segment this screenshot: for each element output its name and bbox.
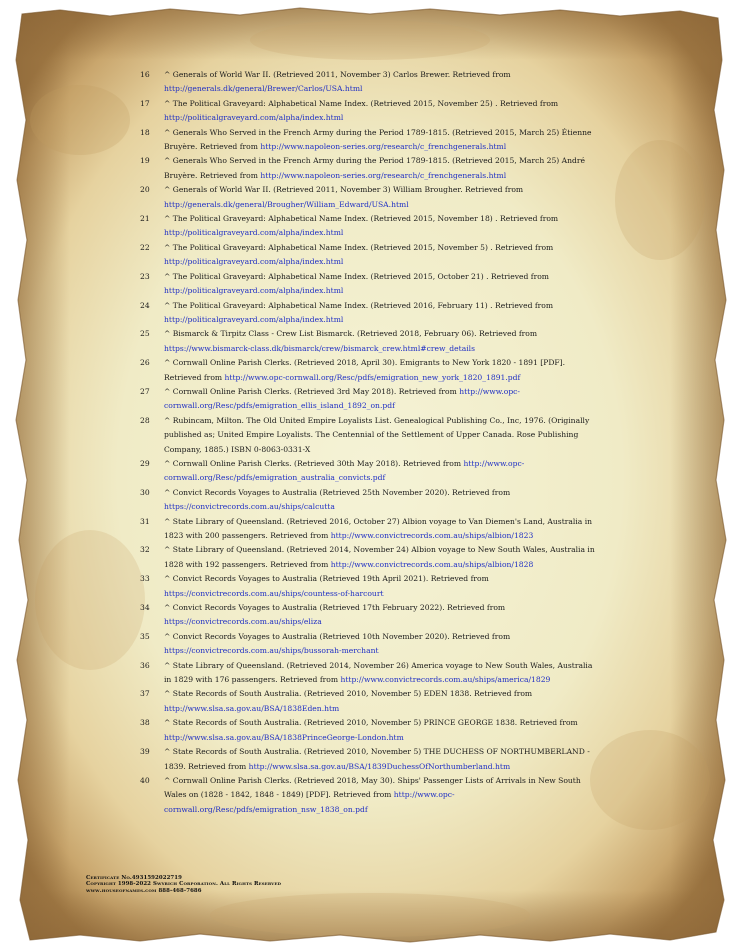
reference-text: ^ The Political Graveyard: Alphabetical Name Index. (Retrieved 2016, February 11) . Retrieved from xyxy=(164,300,554,310)
reference-body xyxy=(164,97,600,126)
reference-body xyxy=(164,414,600,457)
reference-link[interactable]: http://generals.dk/general/Brewer/Carlos/USA.html xyxy=(164,84,363,94)
reference-text: ^ Cornwall Online Parish Clerks. (Retrieved 3rd May 2018). Retrieved from xyxy=(164,386,457,396)
reference-number: 19 xyxy=(140,156,150,166)
reference-number: 24 xyxy=(140,300,150,310)
reference-number: 37 xyxy=(140,689,150,699)
reference-body xyxy=(164,543,600,572)
reference-link[interactable]: http://politicalgraveyard.com/alpha/index.html xyxy=(164,257,344,267)
reference-text: ^ Generals of World War II. (Retrieved 2011, November 3) Carlos Brewer. Retrieved from xyxy=(164,70,511,79)
reference-number: 35 xyxy=(140,631,150,641)
reference-link[interactable]: http://www.opc-cornwall.org/Resc/pdfs/emigration_australia_convicts.pdf xyxy=(164,458,525,483)
reference-link[interactable]: https://convictrecords.com.au/ships/calcutta xyxy=(164,502,335,512)
reference-text: ^ Generals Who Served in the French Army during the Period 1789-1815. (Retrieved 2015, March 25) Étienne Bruyère. Retrieved from xyxy=(164,127,592,152)
reference-link[interactable]: https://convictrecords.com.au/ships/bussorah-merchant xyxy=(164,646,379,656)
reference-text: ^ Convict Records Voyages to Australia (Retrieved 10th November 2020). Retrieved from xyxy=(164,631,511,641)
reference-link[interactable]: http://www.slsa.sa.gov.au/BSA/1838Eden.htm xyxy=(164,703,340,713)
reference-item xyxy=(140,299,600,328)
reference-item xyxy=(140,457,600,486)
reference-body xyxy=(164,716,600,745)
reference-link[interactable]: https://convictrecords.com.au/ships/eliza xyxy=(164,617,322,627)
reference-body xyxy=(164,154,600,183)
reference-item xyxy=(140,572,600,601)
reference-item xyxy=(140,356,600,385)
reference-body xyxy=(164,68,600,97)
reference-text: ^ Cornwall Online Parish Clerks. (Retrieved 2018, April 30). Emigrants to New York 1820 - 1891 [PDF]. Retrieved from xyxy=(164,358,566,382)
reference-item xyxy=(140,154,600,183)
reference-link[interactable]: http://www.napoleon-series.org/research/c_frenchgenerals.html xyxy=(260,170,507,180)
reference-text: ^ Convict Records Voyages to Australia (Retrieved 25th November 2020). Retrieved from xyxy=(164,487,511,497)
reference-number: 18 xyxy=(140,127,150,137)
reference-body xyxy=(164,572,600,601)
reference-body xyxy=(164,299,600,328)
reference-link[interactable]: http://politicalgraveyard.com/alpha/index.html xyxy=(164,314,344,324)
reference-text: ^ State Library of Queensland. (Retrieved 2014, November 24) Albion voyage to New South Wales, Australia in 1828 with 192 passengers. Retrieved from xyxy=(164,545,595,569)
reference-link[interactable]: http://www.napoleon-series.org/research/c_frenchgenerals.html xyxy=(260,142,507,152)
reference-item xyxy=(140,515,600,544)
reference-link[interactable]: http://www.slsa.sa.gov.au/BSA/1839DuchessOfNorthumberland.htm xyxy=(248,761,511,771)
reference-body xyxy=(164,183,600,212)
reference-text: ^ Cornwall Online Parish Clerks. (Retrieved 30th May 2018). Retrieved from xyxy=(164,458,462,468)
reference-text: ^ State Records of South Australia. (Retrieved 2010, November 5) THE DUCHESS OF NORTHUMBERLAND - 1839. Retrieved from xyxy=(164,747,590,771)
reference-number: 32 xyxy=(140,545,150,555)
reference-number: 31 xyxy=(140,516,150,526)
reference-item xyxy=(140,241,600,270)
reference-number: 33 xyxy=(140,574,150,584)
reference-number: 16 xyxy=(140,70,150,79)
reference-link[interactable]: http://politicalgraveyard.com/alpha/index.html xyxy=(164,286,344,296)
reference-number: 40 xyxy=(140,775,150,785)
reference-body xyxy=(164,774,600,817)
reference-number: 27 xyxy=(140,386,150,396)
reference-body xyxy=(164,687,600,716)
reference-text: ^ Rubincam, Milton. The Old United Empire Loyalists List. Genealogical Publishing Co., Inc, 1976. (Originally published as; United Empire Loyalists. The Centennial of the Settlement of Upper Canada. Rose Publishing Company, 1885.) ISBN 0-8063-0331-X xyxy=(164,415,590,454)
reference-link[interactable]: http://www.convictrecords.com.au/ships/albion/1823 xyxy=(330,531,534,540)
reference-link[interactable]: https://www.bismarck-class.dk/bismarck/crew/bismarck_crew.html#crew_details xyxy=(164,343,475,353)
reference-body xyxy=(164,486,600,515)
reference-item xyxy=(140,745,600,774)
reference-item xyxy=(140,327,600,356)
reference-number: 29 xyxy=(140,458,150,468)
reference-number: 36 xyxy=(140,660,150,670)
reference-item xyxy=(140,385,600,414)
reference-body xyxy=(164,126,600,155)
reference-number: 21 xyxy=(140,214,150,224)
reference-number: 17 xyxy=(140,98,150,108)
reference-body xyxy=(164,385,600,414)
reference-text: ^ State Records of South Australia. (Retrieved 2010, November 5) PRINCE GEORGE 1838. Retrieved from xyxy=(164,718,578,728)
reference-item xyxy=(140,774,600,817)
reference-item xyxy=(140,97,600,126)
reference-number: 26 xyxy=(140,358,150,368)
reference-link[interactable]: http://generals.dk/general/Brougher/William_Edward/USA.html xyxy=(164,199,409,209)
reference-text: ^ Convict Records Voyages to Australia (Retrieved 17th February 2022). Retrieved from xyxy=(164,603,506,613)
reference-item xyxy=(140,659,600,688)
reference-item xyxy=(140,183,600,212)
reference-link[interactable]: http://www.convictrecords.com.au/ships/albion/1828 xyxy=(330,559,534,569)
reference-body xyxy=(164,212,600,241)
reference-text: ^ Generals of World War II. (Retrieved 2011, November 3) William Brougher. Retrieved from xyxy=(164,185,524,195)
reference-number: 25 xyxy=(140,329,150,339)
reference-item xyxy=(140,716,600,745)
reference-link[interactable]: http://www.opc-cornwall.org/Resc/pdfs/emigration_new_york_1820_1891.pdf xyxy=(224,372,521,382)
reference-body xyxy=(164,270,600,299)
reference-text: ^ Generals Who Served in the French Army during the Period 1789-1815. (Retrieved 2015, March 25) André Bruyère. Retrieved from xyxy=(164,156,586,180)
certificate-number: Certificate No.4931592022719 xyxy=(86,875,182,881)
reference-text: ^ State Records of South Australia. (Retrieved 2010, November 5) EDEN 1838. Retrieved from xyxy=(164,689,533,699)
reference-text: ^ The Political Graveyard: Alphabetical Name Index. (Retrieved 2015, October 21) . Retrieved from xyxy=(164,271,549,281)
reference-item xyxy=(140,543,600,572)
reference-number: 38 xyxy=(140,718,150,728)
reference-item xyxy=(140,601,600,630)
reference-number: 39 xyxy=(140,747,150,757)
references-list xyxy=(140,68,600,817)
reference-body xyxy=(164,601,600,630)
reference-body xyxy=(164,515,600,544)
reference-item xyxy=(140,68,600,97)
reference-text: ^ Cornwall Online Parish Clerks. (Retrieved 2018, May 30). Ships' Passenger Lists of Arrivals in New South Wales on (1828 - 1842, 1848 - 1849) [PDF]. Retrieved from xyxy=(164,775,581,800)
reference-number: 22 xyxy=(140,242,150,252)
reference-link[interactable]: http://www.convictrecords.com.au/ships/america/1829 xyxy=(340,675,551,685)
reference-body xyxy=(164,327,600,356)
reference-body xyxy=(164,457,600,486)
reference-item xyxy=(140,212,600,241)
reference-number: 28 xyxy=(140,415,150,425)
reference-link[interactable]: https://convictrecords.com.au/ships/countess-of-harcourt xyxy=(164,588,384,598)
reference-text: ^ State Library of Queensland. (Retrieved 2014, November 26) America voyage to New South Wales, Australia in 1829 with 176 passengers. Retrieved from xyxy=(164,660,593,685)
reference-item xyxy=(140,270,600,299)
reference-text: ^ The Political Graveyard: Alphabetical Name Index. (Retrieved 2015, November 18) . Retrieved from xyxy=(164,214,559,224)
reference-link[interactable]: http://politicalgraveyard.com/alpha/index.html xyxy=(164,228,344,238)
reference-text: ^ Convict Records Voyages to Australia (Retrieved 19th April 2021). Retrieved from xyxy=(164,574,489,584)
reference-item xyxy=(140,486,600,515)
reference-text: ^ Bismarck & Tirpitz Class - Crew List Bismarck. (Retrieved 2018, February 06). Retrieved from xyxy=(164,329,538,339)
reference-item xyxy=(140,126,600,155)
reference-item xyxy=(140,687,600,716)
reference-body xyxy=(164,630,600,659)
reference-number: 20 xyxy=(140,185,150,195)
reference-text: ^ State Library of Queensland. (Retrieved 2016, October 27) Albion voyage to Van Diemen's Land, Australia in 1823 with 200 passengers. Retrieved from xyxy=(164,516,593,540)
reference-body xyxy=(164,241,600,270)
reference-number: 34 xyxy=(140,603,150,613)
footer xyxy=(86,875,281,894)
reference-text: ^ The Political Graveyard: Alphabetical Name Index. (Retrieved 2015, November 5) . Retrieved from xyxy=(164,242,554,252)
website-contact: www.houseofnames.com 888-468-7686 xyxy=(86,887,202,894)
reference-body xyxy=(164,356,600,385)
reference-body xyxy=(164,659,600,688)
reference-link[interactable]: http://www.opc-cornwall.org/Resc/pdfs/emigration_nsw_1838_on.pdf xyxy=(164,790,455,814)
reference-number: 30 xyxy=(140,487,150,497)
copyright-notice: Copyright 1998-2022 Swyrich Corporation. All Rights Reserved xyxy=(86,881,282,888)
reference-text: ^ The Political Graveyard: Alphabetical Name Index. (Retrieved 2015, November 25) . Retrieved from xyxy=(164,98,559,108)
reference-link[interactable]: http://politicalgraveyard.com/alpha/index.html xyxy=(164,113,344,123)
reference-number: 23 xyxy=(140,271,150,281)
reference-link[interactable]: http://www.slsa.sa.gov.au/BSA/1838PrinceGeorge-London.htm xyxy=(164,732,404,742)
reference-link[interactable]: http://www.opc-cornwall.org/Resc/pdfs/emigration_ellis_island_1892_on.pdf xyxy=(164,386,520,411)
reference-item xyxy=(140,414,600,457)
reference-item xyxy=(140,630,600,659)
reference-body xyxy=(164,745,600,774)
